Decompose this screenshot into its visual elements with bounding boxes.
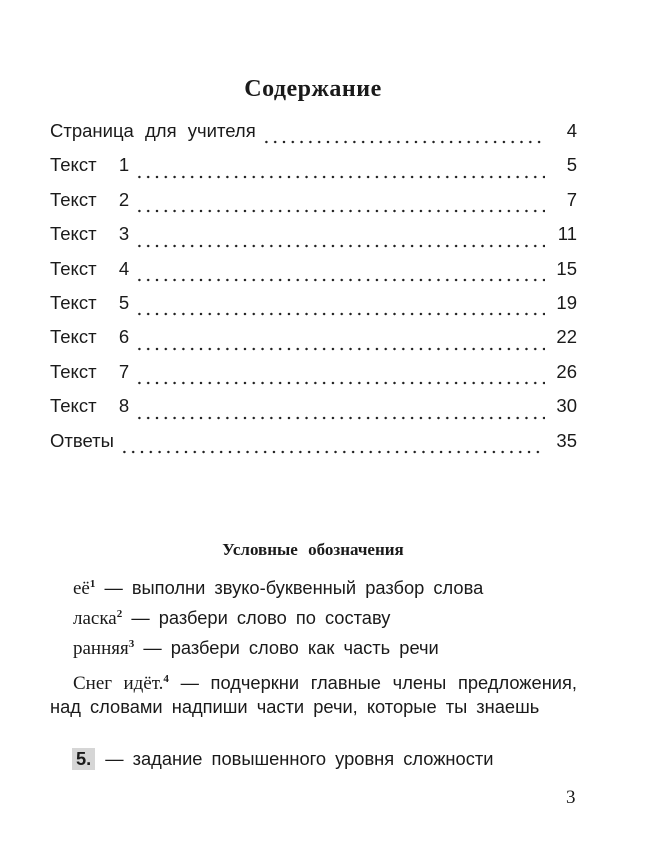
toc-label: Страница для учителя xyxy=(50,120,256,141)
legend-mark: 1 xyxy=(89,577,96,590)
legend-mark: 2 xyxy=(116,607,123,620)
toc-label: Ответы xyxy=(50,429,114,451)
toc-entry[interactable] xyxy=(50,292,577,326)
toc-entry[interactable] xyxy=(50,223,577,257)
legend-item xyxy=(73,607,600,630)
toc-label: Текст 5 xyxy=(50,291,130,313)
legend-title: Условные обозначения xyxy=(222,540,404,559)
toc-label: Текст 7 xyxy=(50,360,130,382)
advanced-task-badge: 5. xyxy=(72,748,95,770)
toc-entry[interactable] xyxy=(50,258,577,292)
legend-item xyxy=(73,577,577,600)
dot-leader xyxy=(135,175,545,179)
legend-text: — выполни звуко-буквенный разбор слова xyxy=(104,577,484,598)
legend-text: — подчеркни главные члены предложения, над словами надпиши части речи, которые ты знаешь xyxy=(50,672,577,718)
toc-label: Текст 3 xyxy=(50,223,130,245)
toc-entry[interactable] xyxy=(50,395,577,429)
dot-leader xyxy=(135,209,545,213)
legend-item xyxy=(50,668,577,718)
toc-page: 30 xyxy=(556,395,577,417)
legend-item-advanced xyxy=(72,748,577,770)
legend-text: — задание повышенного уровня сложности xyxy=(105,748,494,769)
toc-label: Текст 4 xyxy=(50,257,130,279)
toc-label: Текст 1 xyxy=(50,154,130,176)
toc-label: Текст 6 xyxy=(50,326,130,348)
dot-leader xyxy=(262,140,545,144)
toc-entry[interactable] xyxy=(50,189,577,223)
dot-leader xyxy=(135,244,545,248)
toc-label: Текст 8 xyxy=(50,395,130,417)
table-of-contents xyxy=(50,120,577,464)
toc-entry[interactable] xyxy=(50,120,577,154)
page-number: 3 xyxy=(566,787,576,808)
dot-leader xyxy=(135,347,545,351)
legend-example: Снег идёт. xyxy=(73,673,164,695)
toc-page: 5 xyxy=(566,154,577,176)
toc-page: 11 xyxy=(557,223,577,245)
toc-entry[interactable] xyxy=(50,326,577,360)
toc-entry[interactable] xyxy=(50,154,577,188)
toc-entry[interactable] xyxy=(50,430,577,464)
dot-leader xyxy=(135,381,545,385)
legend-text: — разбери слово как часть речи xyxy=(143,637,439,658)
legend-text: — разбери слово по составу xyxy=(131,607,391,628)
dot-leader xyxy=(135,278,545,282)
toc-page: 4 xyxy=(566,120,577,141)
dot-leader xyxy=(135,312,545,316)
toc-page: 22 xyxy=(556,326,577,348)
dot-leader xyxy=(135,416,545,420)
dot-leader xyxy=(120,450,545,454)
legend-item xyxy=(73,637,600,660)
legend-example: ранняя xyxy=(73,638,129,659)
legend-mark: 4 xyxy=(163,673,169,685)
legend-example: её xyxy=(73,578,90,599)
toc-page: 15 xyxy=(556,257,577,279)
toc-page: 7 xyxy=(566,188,577,210)
page-title: Содержание xyxy=(244,76,382,102)
legend-mark: 3 xyxy=(128,637,135,650)
legend-example: ласка xyxy=(73,608,117,629)
toc-page: 19 xyxy=(556,291,577,313)
toc-entry[interactable] xyxy=(50,361,577,395)
toc-page: 26 xyxy=(556,360,577,382)
toc-page: 35 xyxy=(556,429,577,451)
toc-label: Текст 2 xyxy=(50,188,130,210)
